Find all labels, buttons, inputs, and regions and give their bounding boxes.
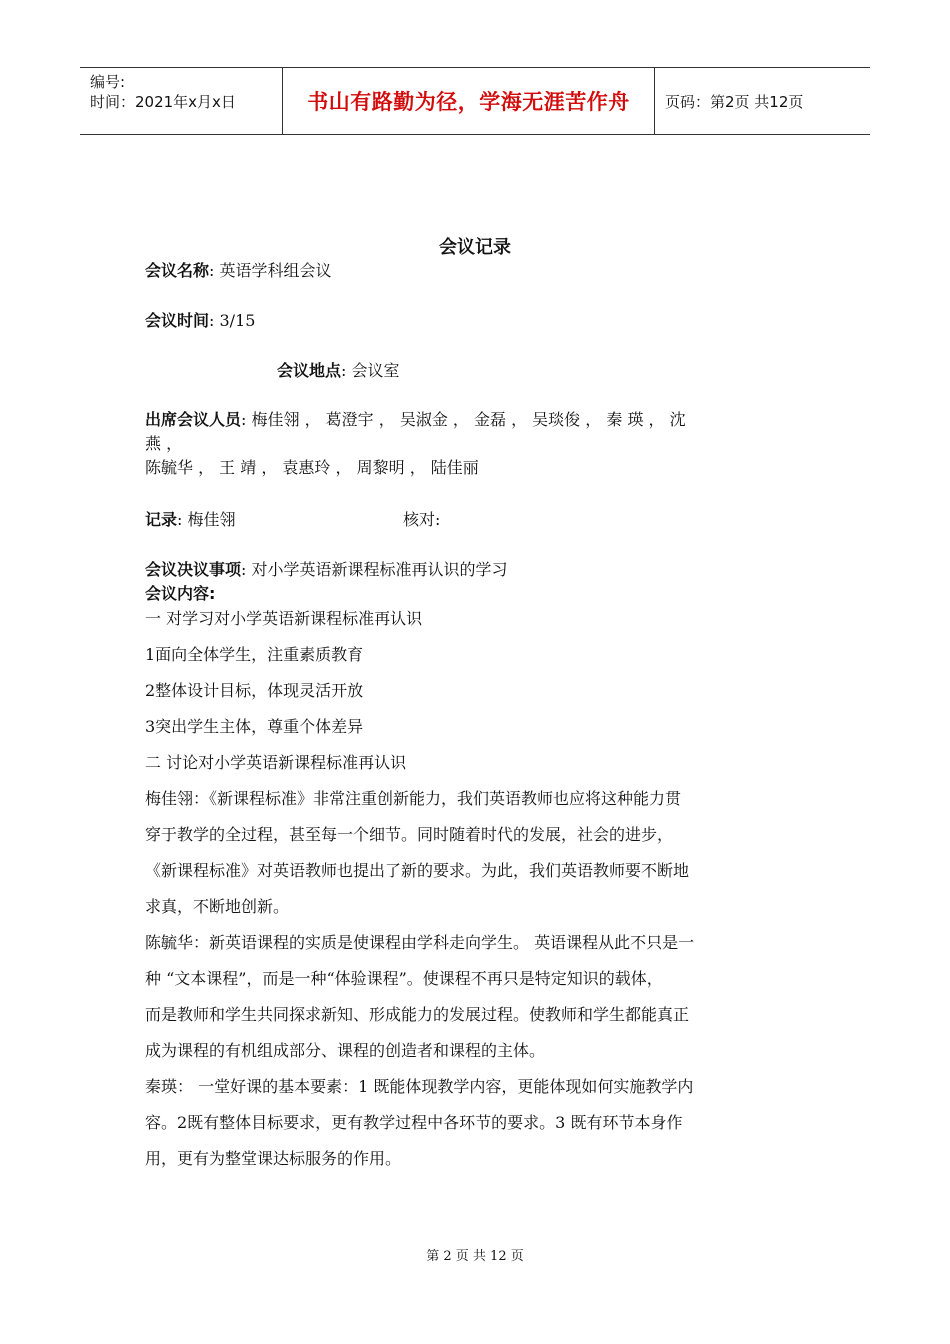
document-title: 会议记录 xyxy=(439,237,511,258)
content-line: 1面向全体学生，注重素质教育 xyxy=(145,645,364,664)
attendees-line-2: 燕 ， xyxy=(145,434,183,453)
meeting-place-label: 会议地点 xyxy=(277,361,342,380)
content-line: 用，更有为整堂课达标服务的作用。 xyxy=(145,1149,402,1168)
meeting-place-row xyxy=(277,359,942,383)
content-line: 种 “文本课程”，而是一种“体验课程”。使课程不再只是特定知识的载体， xyxy=(145,969,663,988)
attendees-line-1: : 梅佳翎 ， 葛澄宇 ， 吴淑金 ， 金磊 ， 吴琰俊 ， 秦 瑛 ， 沈 xyxy=(241,410,686,429)
recorder-row xyxy=(145,508,810,532)
header-motto: 书山有路勤为径，学海无涯苦作舟 xyxy=(282,68,655,134)
page-header xyxy=(80,67,870,135)
meeting-time-label: 会议时间 xyxy=(145,311,210,330)
header-meta xyxy=(80,68,282,134)
header-page-info: 页码：第2页 共12页 xyxy=(665,92,804,111)
recorder-label: 记录 xyxy=(145,510,178,529)
content-line: 《新课程标准》对英语教师也提出了新的要求。为此，我们英语教师要不断地 xyxy=(145,861,690,880)
content-line: 梅佳翎：《新课程标准》非常注重创新能力，我们英语教师也应将这种能力贯 xyxy=(145,789,682,808)
content-line: 成为课程的有机组成部分、课程的创造者和课程的主体。 xyxy=(145,1041,546,1060)
attendees-label: 出席会议人员 xyxy=(145,410,242,429)
content-line: 容。2既有整体目标要求，更有教学过程中各环节的要求。3 既有环节本身作 xyxy=(145,1113,683,1132)
attendees-line-3: 陈毓华 ， 王 靖 ， 袁惠玲 ， 周黎明 ， 陆佳丽 xyxy=(145,458,479,477)
page-footer: 第 2 页 共 12 页 xyxy=(426,1249,524,1264)
content-line: 陈毓华：新英语课程的实质是使课程由学科走向学生。 英语课程从此不只是一 xyxy=(145,933,695,952)
attendees-row xyxy=(145,408,810,480)
content-line: 一 对学习对小学英语新课程标准再认识 xyxy=(145,609,423,628)
content-line: 3突出学生主体，尊重个体差异 xyxy=(145,717,364,736)
meeting-name-row xyxy=(145,259,810,283)
content-label: 会议内容: xyxy=(145,584,216,603)
content-line: 秦瑛： 一堂好课的基本要素：1 既能体现教学内容，更能体现如何实施教学内 xyxy=(145,1077,694,1096)
meeting-time-value: : 3/15 xyxy=(209,311,256,330)
meeting-place-value: : 会议室 xyxy=(341,361,400,380)
content-line: 而是教师和学生共同探求新知、形成能力的发展过程。使教师和学生都能真正 xyxy=(145,1005,690,1024)
meeting-name-label: 会议名称 xyxy=(145,261,210,280)
content-body xyxy=(145,601,810,1177)
recorder-value: : 梅佳翎 xyxy=(177,510,236,529)
content-line: 2整体设计目标，体现灵活开放 xyxy=(145,681,364,700)
meeting-time-row xyxy=(145,309,810,333)
checker-label: 核对: xyxy=(403,510,441,529)
date-line: 时间：2021年x月x日 xyxy=(90,93,236,111)
content-line: 穿于教学的全过程，甚至每一个细节。同时随着时代的发展，社会的进步， xyxy=(145,825,674,844)
resolution-row xyxy=(145,558,810,582)
meeting-name-value: : 英语学科组会议 xyxy=(209,261,332,280)
content-line: 二 讨论对小学英语新课程标准再认识 xyxy=(145,753,407,772)
resolution-label: 会议决议事项 xyxy=(145,560,242,579)
resolution-value: : 对小学英语新课程标准再认识的学习 xyxy=(241,560,508,579)
serial-label: 编号: xyxy=(90,73,126,91)
content-line: 求真，不断地创新。 xyxy=(145,897,290,916)
